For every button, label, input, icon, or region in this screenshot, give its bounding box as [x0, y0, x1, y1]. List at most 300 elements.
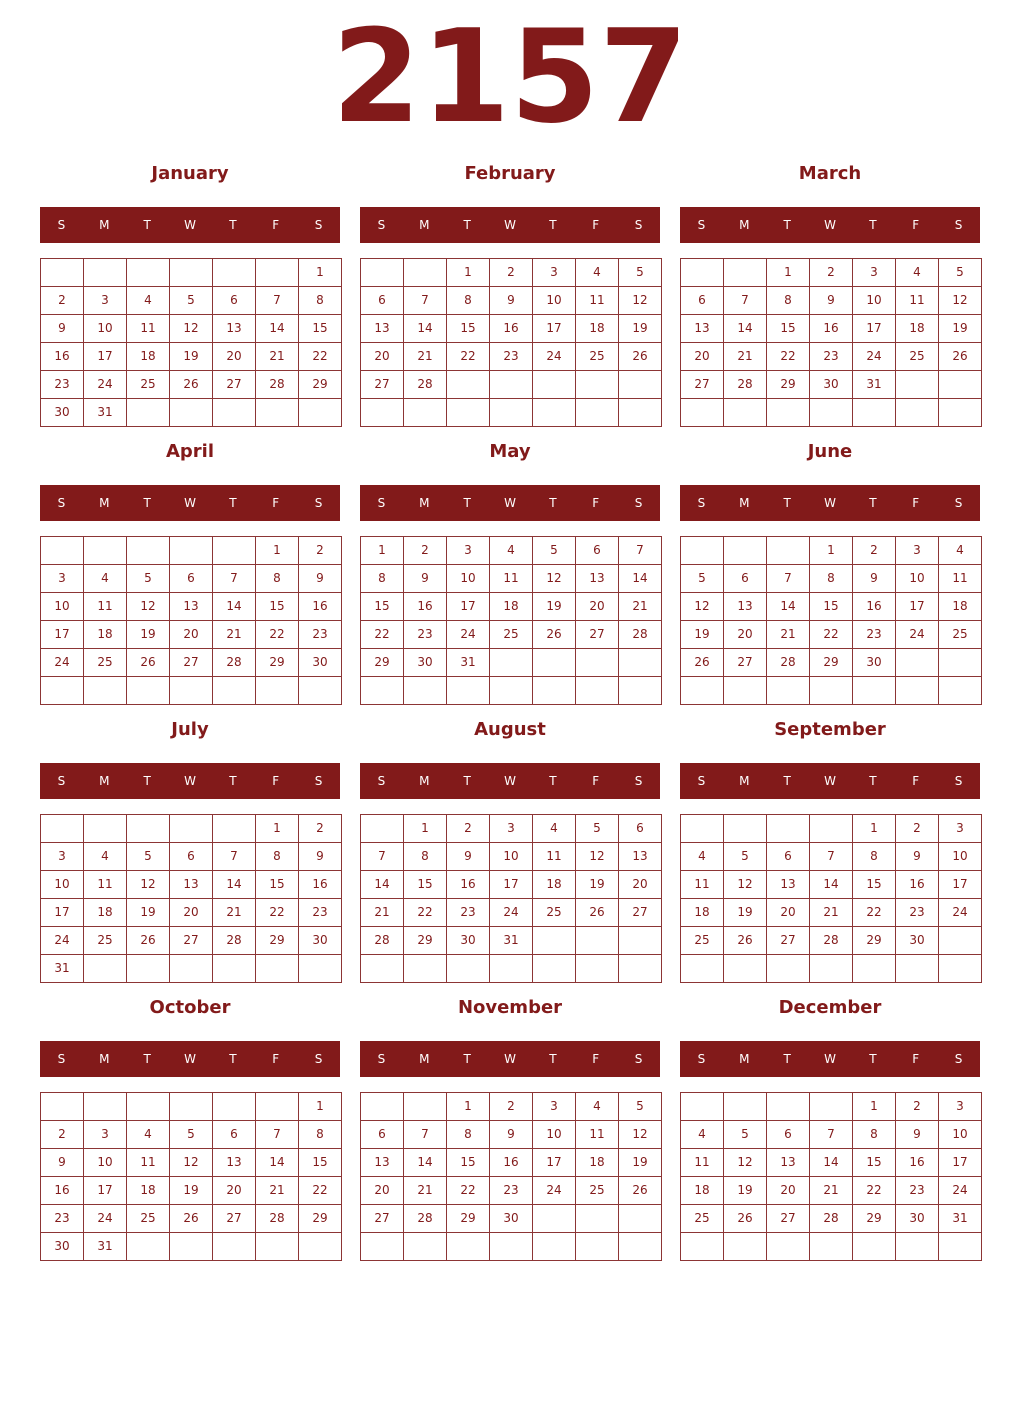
day-cell: 8 [809, 564, 853, 593]
day-cell: 29 [403, 926, 447, 955]
day-cell: 1 [809, 536, 853, 565]
weekday-label: S [314, 218, 323, 232]
day-cell [169, 1232, 213, 1261]
day-cell: 8 [255, 564, 299, 593]
weekday-label: S [57, 496, 66, 510]
weekday-label: T [463, 774, 471, 788]
day-cell: 16 [40, 342, 84, 371]
day-cell: 4 [532, 814, 576, 843]
weekday-label: W [824, 1052, 836, 1066]
day-cell: 9 [40, 1148, 84, 1177]
day-cell: 24 [83, 1204, 127, 1233]
day-cell: 10 [40, 870, 84, 899]
weekday-label: M [739, 774, 750, 788]
day-cell: 14 [403, 314, 447, 343]
day-cell: 27 [680, 370, 724, 399]
weekday-label: M [419, 218, 430, 232]
weekday-label: T [143, 496, 151, 510]
weekday-label: F [912, 496, 920, 510]
day-cell: 7 [255, 1120, 299, 1149]
day-grid [40, 258, 341, 426]
day-cell: 30 [809, 370, 853, 399]
day-cell [83, 258, 127, 287]
day-cell [169, 258, 213, 287]
day-grid [40, 536, 341, 704]
day-cell [255, 398, 299, 427]
day-cell: 20 [360, 342, 404, 371]
day-cell: 1 [446, 1092, 490, 1121]
weekday-header [360, 207, 660, 243]
weekday-label: T [229, 496, 237, 510]
weekday-label: M [419, 496, 430, 510]
day-cell: 5 [532, 536, 576, 565]
day-cell: 17 [852, 314, 896, 343]
day-cell: 4 [83, 564, 127, 593]
day-cell: 29 [446, 1204, 490, 1233]
day-cell [680, 536, 724, 565]
weekday-label: S [57, 218, 66, 232]
day-cell: 9 [298, 564, 342, 593]
day-cell: 10 [489, 842, 533, 871]
day-cell: 24 [446, 620, 490, 649]
day-cell: 12 [169, 314, 213, 343]
day-cell: 30 [852, 648, 896, 677]
weekday-label: S [697, 1052, 706, 1066]
day-cell [809, 814, 853, 843]
weekday-label: W [184, 496, 196, 510]
day-grid [680, 536, 981, 704]
day-cell: 11 [83, 870, 127, 899]
day-cell: 9 [40, 314, 84, 343]
day-cell: 9 [489, 286, 533, 315]
day-cell [126, 954, 170, 983]
weekday-label: F [272, 218, 280, 232]
day-cell: 12 [126, 870, 170, 899]
day-cell: 8 [446, 286, 490, 315]
day-cell [532, 398, 576, 427]
day-cell: 15 [298, 314, 342, 343]
day-cell: 13 [723, 592, 767, 621]
day-cell [532, 926, 576, 955]
day-cell: 10 [938, 1120, 982, 1149]
day-cell: 14 [809, 870, 853, 899]
day-cell [809, 1092, 853, 1121]
day-cell: 12 [575, 842, 619, 871]
day-cell: 21 [403, 342, 447, 371]
day-cell: 7 [360, 842, 404, 871]
day-cell: 14 [403, 1148, 447, 1177]
day-cell: 3 [895, 536, 939, 565]
day-cell: 10 [895, 564, 939, 593]
day-cell: 3 [532, 258, 576, 287]
weekday-label: W [184, 1052, 196, 1066]
day-cell: 10 [532, 1120, 576, 1149]
weekday-label: S [314, 774, 323, 788]
day-cell: 26 [126, 926, 170, 955]
day-cell [83, 814, 127, 843]
day-cell: 29 [852, 1204, 896, 1233]
year-title: 2157 [331, 3, 689, 152]
day-cell: 30 [40, 1232, 84, 1261]
day-cell [212, 954, 256, 983]
day-cell: 27 [618, 898, 662, 927]
day-cell: 2 [895, 1092, 939, 1121]
day-cell: 18 [532, 870, 576, 899]
day-cell [255, 258, 299, 287]
day-cell: 20 [575, 592, 619, 621]
day-cell: 14 [809, 1148, 853, 1177]
day-cell: 18 [895, 314, 939, 343]
weekday-label: S [954, 496, 963, 510]
weekday-label: T [783, 1052, 791, 1066]
day-cell [169, 398, 213, 427]
day-cell: 26 [618, 342, 662, 371]
month-title: April [165, 441, 215, 462]
weekday-header [40, 485, 340, 521]
weekday-label: M [419, 1052, 430, 1066]
weekday-label: S [697, 496, 706, 510]
day-cell: 11 [489, 564, 533, 593]
day-grid [680, 1092, 981, 1260]
day-cell: 24 [532, 1176, 576, 1205]
day-cell [489, 676, 533, 705]
weekday-header [680, 763, 980, 799]
day-cell: 4 [489, 536, 533, 565]
day-cell [809, 1232, 853, 1261]
day-cell: 23 [852, 620, 896, 649]
day-cell: 23 [895, 1176, 939, 1205]
day-cell: 30 [489, 1204, 533, 1233]
day-cell [680, 398, 724, 427]
day-cell: 5 [618, 258, 662, 287]
day-cell: 23 [40, 1204, 84, 1233]
day-cell: 20 [680, 342, 724, 371]
weekday-label: S [314, 1052, 323, 1066]
day-cell: 14 [360, 870, 404, 899]
day-cell: 3 [938, 1092, 982, 1121]
day-cell [489, 1232, 533, 1261]
day-cell: 31 [40, 954, 84, 983]
day-cell: 24 [532, 342, 576, 371]
day-cell: 14 [618, 564, 662, 593]
day-cell: 10 [446, 564, 490, 593]
day-cell: 20 [212, 342, 256, 371]
day-cell: 3 [852, 258, 896, 287]
day-cell: 4 [575, 1092, 619, 1121]
weekday-label: M [99, 1052, 110, 1066]
day-cell: 20 [766, 898, 810, 927]
day-cell: 13 [766, 1148, 810, 1177]
day-cell: 15 [766, 314, 810, 343]
day-cell: 2 [895, 814, 939, 843]
weekday-label: S [377, 774, 386, 788]
day-cell: 22 [255, 620, 299, 649]
day-cell [169, 814, 213, 843]
day-cell: 28 [255, 370, 299, 399]
day-cell [852, 676, 896, 705]
day-cell: 4 [895, 258, 939, 287]
day-cell: 21 [255, 342, 299, 371]
weekday-label: S [634, 496, 643, 510]
day-grid [360, 1092, 661, 1260]
day-cell [360, 1232, 404, 1261]
weekday-header [680, 1041, 980, 1077]
day-cell: 1 [446, 258, 490, 287]
day-cell: 23 [489, 1176, 533, 1205]
day-cell: 8 [852, 842, 896, 871]
day-cell: 22 [403, 898, 447, 927]
weekday-label: T [143, 774, 151, 788]
day-cell: 26 [618, 1176, 662, 1205]
day-cell: 2 [298, 814, 342, 843]
weekday-header [40, 763, 340, 799]
day-cell: 7 [255, 286, 299, 315]
day-cell [403, 1092, 447, 1121]
day-cell: 22 [766, 342, 810, 371]
day-cell: 6 [169, 842, 213, 871]
day-cell: 6 [766, 842, 810, 871]
day-cell: 15 [255, 592, 299, 621]
day-cell: 8 [255, 842, 299, 871]
day-cell: 27 [575, 620, 619, 649]
month-title: March [798, 163, 862, 184]
day-cell: 23 [40, 370, 84, 399]
day-cell [126, 536, 170, 565]
day-cell: 6 [575, 536, 619, 565]
month-title: July [171, 719, 209, 740]
weekday-label: T [229, 1052, 237, 1066]
day-cell: 13 [212, 1148, 256, 1177]
weekday-label: F [592, 1052, 600, 1066]
day-cell [680, 1092, 724, 1121]
weekday-label: T [869, 1052, 877, 1066]
day-cell [766, 1092, 810, 1121]
day-cell [489, 954, 533, 983]
day-cell: 16 [852, 592, 896, 621]
day-cell: 9 [895, 842, 939, 871]
day-cell: 17 [489, 870, 533, 899]
day-cell: 9 [446, 842, 490, 871]
day-cell [680, 814, 724, 843]
day-cell: 22 [360, 620, 404, 649]
day-cell: 24 [40, 926, 84, 955]
day-cell [212, 1092, 256, 1121]
day-cell: 18 [126, 342, 170, 371]
month-title: May [489, 441, 531, 462]
day-grid [360, 536, 661, 704]
weekday-label: T [143, 1052, 151, 1066]
day-cell [938, 676, 982, 705]
day-cell [83, 1092, 127, 1121]
day-cell: 20 [169, 898, 213, 927]
day-cell: 27 [360, 1204, 404, 1233]
day-cell [126, 814, 170, 843]
day-cell: 16 [298, 870, 342, 899]
day-cell: 15 [852, 870, 896, 899]
day-cell [40, 258, 84, 287]
day-cell: 28 [403, 1204, 447, 1233]
day-cell: 29 [360, 648, 404, 677]
day-cell [895, 676, 939, 705]
weekday-label: T [869, 496, 877, 510]
weekday-label: S [954, 774, 963, 788]
day-cell: 11 [83, 592, 127, 621]
day-cell [212, 398, 256, 427]
day-cell [618, 954, 662, 983]
day-cell: 24 [938, 898, 982, 927]
weekday-label: T [549, 774, 557, 788]
day-cell [169, 676, 213, 705]
day-cell: 3 [938, 814, 982, 843]
day-cell [169, 954, 213, 983]
day-cell: 10 [83, 1148, 127, 1177]
day-cell: 24 [938, 1176, 982, 1205]
day-cell [618, 370, 662, 399]
day-cell [40, 814, 84, 843]
day-cell [766, 1232, 810, 1261]
day-cell: 3 [40, 842, 84, 871]
day-cell: 1 [255, 536, 299, 565]
day-cell: 12 [126, 592, 170, 621]
day-cell: 29 [255, 926, 299, 955]
day-cell: 21 [255, 1176, 299, 1205]
day-cell: 11 [126, 1148, 170, 1177]
day-cell [446, 954, 490, 983]
day-cell: 31 [83, 1232, 127, 1261]
day-cell [212, 536, 256, 565]
day-cell: 28 [723, 370, 767, 399]
day-cell [126, 398, 170, 427]
day-cell: 15 [298, 1148, 342, 1177]
weekday-label: F [592, 218, 600, 232]
day-cell [618, 648, 662, 677]
weekday-header [360, 485, 660, 521]
day-cell [575, 676, 619, 705]
day-cell [403, 676, 447, 705]
day-cell [298, 1232, 342, 1261]
day-cell [255, 954, 299, 983]
day-cell: 22 [852, 898, 896, 927]
weekday-label: T [783, 218, 791, 232]
day-cell: 13 [766, 870, 810, 899]
weekday-label: M [739, 218, 750, 232]
weekday-header [680, 485, 980, 521]
day-cell [895, 954, 939, 983]
weekday-label: T [549, 218, 557, 232]
day-cell: 2 [809, 258, 853, 287]
day-cell: 26 [723, 1204, 767, 1233]
day-cell [403, 954, 447, 983]
day-cell: 26 [575, 898, 619, 927]
day-cell: 5 [680, 564, 724, 593]
day-cell: 28 [766, 648, 810, 677]
day-cell [40, 1092, 84, 1121]
day-cell [618, 1232, 662, 1261]
day-cell [938, 648, 982, 677]
day-cell [618, 398, 662, 427]
day-cell: 22 [852, 1176, 896, 1205]
day-cell: 17 [532, 314, 576, 343]
day-cell: 25 [680, 926, 724, 955]
day-cell: 27 [360, 370, 404, 399]
day-cell: 9 [403, 564, 447, 593]
day-cell [680, 1232, 724, 1261]
day-cell: 25 [126, 1204, 170, 1233]
day-cell: 28 [618, 620, 662, 649]
weekday-label: T [869, 218, 877, 232]
weekday-label: T [783, 496, 791, 510]
day-cell: 11 [895, 286, 939, 315]
day-cell: 3 [83, 1120, 127, 1149]
day-cell: 7 [723, 286, 767, 315]
day-cell: 17 [938, 1148, 982, 1177]
weekday-label: T [869, 774, 877, 788]
day-cell [403, 1232, 447, 1261]
day-cell: 8 [446, 1120, 490, 1149]
day-cell [938, 1232, 982, 1261]
day-cell: 20 [360, 1176, 404, 1205]
day-cell: 8 [298, 1120, 342, 1149]
month-title: August [474, 719, 546, 740]
day-cell: 16 [40, 1176, 84, 1205]
day-cell: 11 [680, 870, 724, 899]
weekday-label: S [57, 1052, 66, 1066]
day-cell [446, 1232, 490, 1261]
day-cell: 12 [532, 564, 576, 593]
weekday-label: W [504, 496, 516, 510]
day-cell: 26 [680, 648, 724, 677]
day-cell: 2 [298, 536, 342, 565]
day-cell: 12 [723, 870, 767, 899]
day-cell: 15 [809, 592, 853, 621]
weekday-label: T [143, 218, 151, 232]
day-cell: 24 [83, 370, 127, 399]
day-cell: 26 [169, 370, 213, 399]
day-cell: 5 [126, 842, 170, 871]
day-cell: 27 [169, 648, 213, 677]
weekday-label: S [697, 218, 706, 232]
day-cell [446, 370, 490, 399]
day-cell [938, 926, 982, 955]
day-cell: 21 [212, 898, 256, 927]
weekday-header [680, 207, 980, 243]
day-cell: 16 [403, 592, 447, 621]
day-cell: 26 [169, 1204, 213, 1233]
day-cell: 25 [938, 620, 982, 649]
day-cell [532, 648, 576, 677]
day-cell: 13 [575, 564, 619, 593]
day-cell: 31 [938, 1204, 982, 1233]
weekday-label: T [549, 1052, 557, 1066]
day-cell: 26 [126, 648, 170, 677]
weekday-label: T [229, 774, 237, 788]
day-cell: 30 [895, 926, 939, 955]
weekday-label: T [463, 218, 471, 232]
day-cell: 8 [766, 286, 810, 315]
day-cell: 23 [298, 620, 342, 649]
day-cell: 6 [723, 564, 767, 593]
day-grid [360, 258, 661, 426]
day-cell: 28 [403, 370, 447, 399]
day-cell: 7 [212, 842, 256, 871]
day-cell: 14 [723, 314, 767, 343]
day-cell [766, 676, 810, 705]
weekday-label: W [824, 774, 836, 788]
day-grid [680, 258, 981, 426]
day-cell: 17 [83, 342, 127, 371]
day-cell: 1 [298, 1092, 342, 1121]
day-cell: 19 [938, 314, 982, 343]
